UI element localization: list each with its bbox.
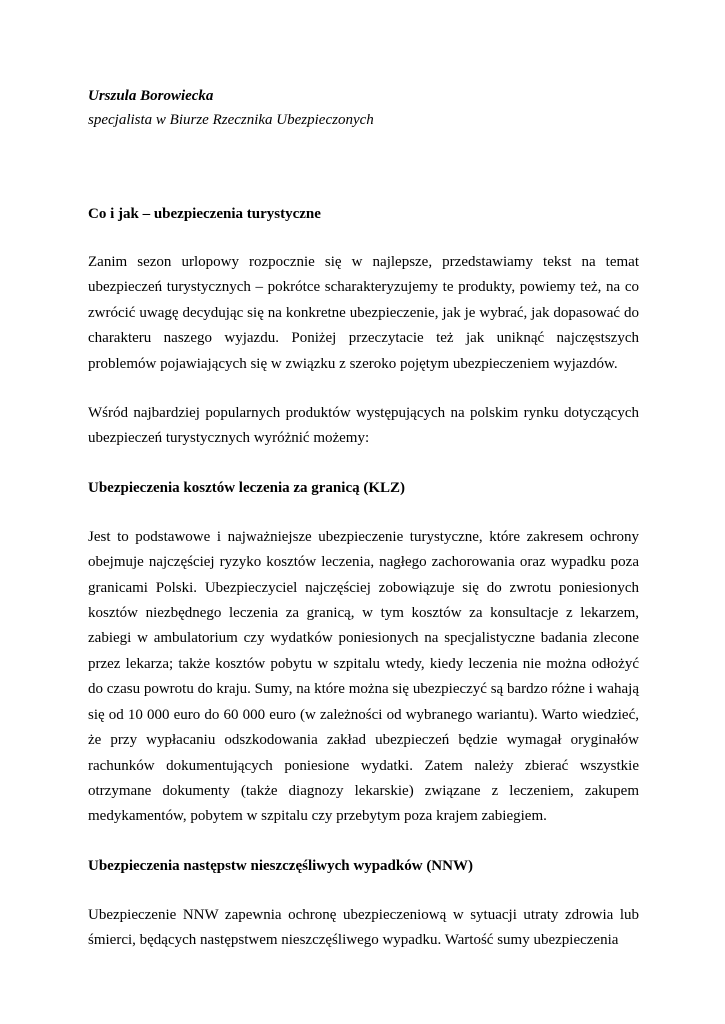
author-role: specjalista w Biurze Rzecznika Ubezpieczonych [88, 112, 374, 128]
article-title: Co i jak – ubezpieczenia turystyczne [88, 206, 321, 222]
section-text-nnw: Ubezpieczenie NNW zapewnia ochronę ubezpieczeniową w sytuacji utraty zdrowia lub śmierci, będących następstwem nieszczęśliwego wypadku. Wartość sumy ubezpieczenia [88, 906, 639, 949]
section-text-klz: Jest to podstawowe i najważniejsze ubezpieczenie turystyczne, które zakresem ochrony obejmuje najczęściej ryzyko kosztów leczenia, nagłego zachorowania oraz wypadku poza granicami Polski. Ubezpieczyciel najczęściej zobowiązuje się do zwrotu poniesionych kosztów niezbędnego leczenia za granicą, w tym kosztów za konsultacje z lekarzem, zabiegi w ambulatorium czy wydatków poniesionych na specjalistyczne badania zlecone przez lekarza; także kosztów pobytu w szpitalu wtedy, kiedy leczenia nie można odłożyć do czasu powrotu do kraju. Sumy, na które można się ubezpieczyć są bardzo różne i wahają się od 10 000 euro do 60 000 euro (w zależności od wybranego wariantu). Warto wiedzieć, że przy wypłacaniu odszkodowania zakład ubezpieczeń będzie wymagał oryginałów rachunków dokumentujących poniesione wydatki. Zatem należy zbierać wszystkie otrzymane dokumenty (także diagnozy lekarskie) związane z leczeniem, zakupem medykamentów, pobytem w szpitalu czy przebytym poza krajem zabiegiem. [88, 528, 639, 825]
section-heading-nnw: Ubezpieczenia następstw nieszczęśliwych wypadków (NNW) [88, 857, 473, 874]
document-page [88, 84, 639, 954]
overview-paragraph: Wśród najbardziej popularnych produktów występujących na polskim rynku dotyczących ubezpieczeń turystycznych wyróżnić możemy: [88, 405, 639, 447]
section-heading-klz: Ubezpieczenia kosztów leczenia za granicą (KLZ) [88, 479, 406, 496]
author-name: Urszula Borowiecka [88, 88, 214, 104]
intro-paragraph: Zanim sezon urlopowy rozpocznie się w najlepsze, przedstawiamy tekst na temat ubezpieczeń turystycznych – pokrótce scharakteryzujemy te produkty, powiemy też, na co zwrócić uwagę decydując się na konkretne ubezpieczenie, jak je wybrać, jak dopasować do charakteru naszego wyjazdu. Poniżej przeczytacie też jak uniknąć najczęstszych problemów pojawiających się w związku z szeroko pojętym ubezpieczeniem wyjazdów. [88, 254, 639, 372]
